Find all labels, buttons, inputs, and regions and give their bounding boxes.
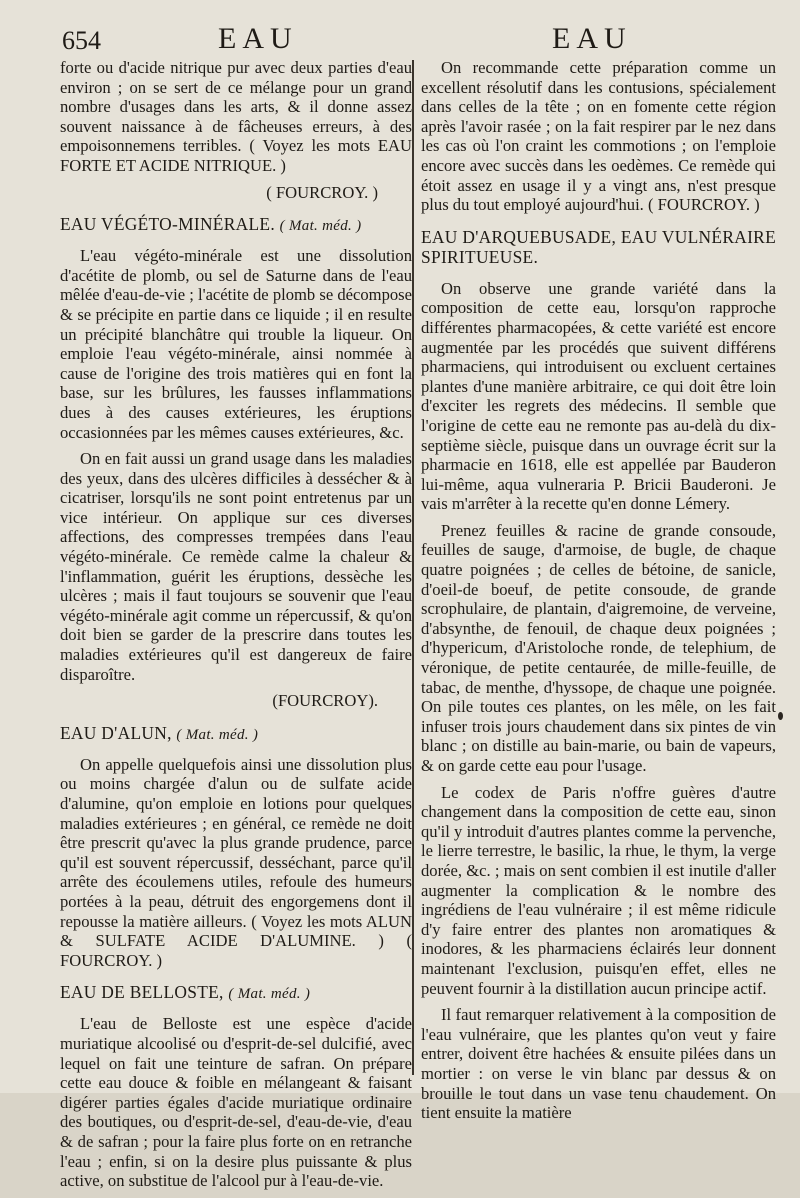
author-signature: ( FOURCROY. ) [266,182,378,202]
heading-text: EAU VÉGÉTO-MINÉRALE. [60,214,275,235]
article-heading [60,723,412,745]
paragraph: L'eau végéto-minérale est une dissolution d'acétite de plomb, ou sel de Saturne dans de l'eau mêlée d'eau-de-vie ; l'acétite de plomb se décompose & se précipite en partie dans ce liquide ; il en resulte un précipité blanchâtre qui trouble la liqueur. On emploie l'eau végéto-minérale, ainsi nommée à cause de l'origine des trois matières qui en font la base, sur les brûlures, les fausses inflammations dues à des causes extérieures, les éruptions occasionnées par les mêmes causes extérieures, &c. [60,246,412,442]
paragraph: L'eau de Belloste est une espèce d'acide muriatique alcoolisé ou d'esprit-de-sel dulcifié, avec lequel on fait une teinture de safran. On prépare cette eau douce & foible en mélangeant & faisant digérer parties égales d'acide muriatique ordinaire des boutiques, ou d'esprit-de-sel, d'eau-de-vie, d'eau & de safran ; pour la faire plus forte on en retranche l'eau ; enfin, si on la desire plus puissante & plus active, on substitue de l'alcool pur à l'eau-de-vie. [60,1014,412,1191]
column-divider [412,60,414,1075]
paragraph: On recommande cette préparation comme un excellent résolutif dans les contusions, spécialement dans celles de la tête ; on en fomente cette région après l'avoir rasée ; on la fait respirer par le nez dans les cas où l'on craint les commotions ; on l'emploie encore avec succès dans les oedèmes. Ce remède qui étoit assez en usage il y a vingt ans, n'est presque plus du tout employé aujourd'hui. ( FOURCROY. ) [421,58,776,215]
paragraph: On observe une grande variété dans la composition de cette eau, lorsqu'on rapproche différentes pharmacopées, & cette variété est encore augmentée par les procédés que suivent différens pharmaciens, qui introduisent ou excluent certaines plantes d'une manière arbitraire, ce qui doit être loin d'exciter les regrets des médecins. Il semble que l'origine de cette eau ne remonte pas au-delà du dix-septième siècle, puisque dans un ouvrage écrit sur la pharmacie en 1618, elle est appellée par Bauderon lui-même, aqua vulneraria P. Bricii Bauderoni. Je vais m'arrêter à la recette qu'en donne Lémery. [421,278,776,514]
paragraph: Le codex de Paris n'offre guères d'autre changement dans la composition de cette eau, sinon qu'il y introduit d'autres plantes comme la pervenche, le lierre terrestre, le basilic, la rhue, le thym, la verge dorée, &c. ; mais on sent combien il est inutile d'aller augmenter la complication & le nombre des ingrédiens de l'eau vulnéraire ; il est même ridicule d'y faire entrer des plantes non aromatiques & inodores, & les pharmaciens éclairés leur donnent maintenant l'exclusion, puisqu'en effet, elles ne peuvent fournir à la distillation aucun principe actif. [421,782,776,998]
paragraph: On appelle quelquefois ainsi une dissolution plus ou moins chargée d'alun ou de sulfate acide d'alumine, qu'on emploie en lotions pour quelques maladies extérieures ; en général, ce remède ne doit être prescrit qu'avec la plus grande prudence, parce qu'il est souvent répercussif, desséchant, parce qu'il arrête des écoulemens utiles, refoule des humeurs portées à la peau, détruit des engorgemens dont il repousse la matière ailleurs. ( Voyez les mots ALUN & SULFATE ACIDE D'ALUMINE. ) ( FOURCROY. ) [60,754,412,970]
ink-speck [778,712,783,720]
paragraph: Prenez feuilles & racine de grande consoude, feuilles de sauge, d'armoise, de bugle, de chaque quatre poignées ; de celles de bétoine, de sanicle, d'oeil-de boeuf, de petite consoude, de grande scrophulaire, de plantain, d'aigremoine, de verveine, d'absynthe, de fenouil, de chaque deux poignées ; d'hypericum, d'Aristoloche ronde, de telephium, de véronique, de petite centaurée, de mille-feuille, de tabac, de menthe, d'hyssope, de chaque une poignée. On pile toutes ces plantes, on les mêle, on les fait infuser trois jours chaudement dans six pintes de vin blanc ; on distille au bain-marie, ou bain de vapeurs, & on garde cette eau pour l'usage. [421,520,776,775]
article-heading [421,227,776,269]
paragraph: forte ou d'acide nitrique pur avec deux parties d'eau environ ; on se sert de ce mélange pour un grand nombre d'usages dans les arts, & il donne assez souvent naissance à de fâcheuses erreurs, à des empoisonnemens terribles. ( Voyez les mots EAU FORTE ET ACIDE NITRIQUE. ) [60,58,412,175]
heading-tag: ( Mat. méd. ) [228,986,311,1003]
heading-text: EAU DE BELLOSTE, [60,982,224,1003]
running-header [0,18,800,58]
left-column [60,58,412,1198]
article-heading [60,214,412,236]
right-column [421,58,776,1130]
author-signature: (FOURCROY). [272,691,378,711]
page-number: 654 [62,26,101,55]
left-running-title: EAU [218,22,298,55]
heading-text: EAU D'ARQUEBUSADE, EAU VULNÉRAIRE SPIRITUEUSE. [421,226,776,267]
article-heading [60,982,412,1004]
heading-tag: ( Mat. méd. ) [176,726,259,743]
heading-text: EAU D'ALUN, [60,722,172,743]
right-running-title: EAU [552,22,632,55]
heading-tag: ( Mat. méd. ) [279,218,362,235]
paragraph: On en fait aussi un grand usage dans les maladies des yeux, dans des ulcères difficiles à dessécher & à cicatriser, lorsqu'ils ne sont point entretenus par un vice intérieur. On applique sur ces diverses affections, des compresses trempées dans l'eau végéto-minérale. Ce remède calme la chaleur & l'inflammation, guérit les éruptions, dessèche les ulcères ; mais il faut toujours se souvenir que l'eau végéto-minérale agit comme un répercussif, & qu'on doit bien se garder de la prescrire dans toutes les maladies extérieures qu'il est dangereux de faire disparoître. [60,449,412,684]
paragraph: Il faut remarquer relativement à la composition de l'eau vulnéraire, que les plantes qu'on veut y faire entrer, doivent être hachées & ensuite pilées dans un mortier : on verse le vin blanc par dessus & on brouille le tout dans un vase tenu chaudement. On tient ensuite la matière [421,1005,776,1123]
